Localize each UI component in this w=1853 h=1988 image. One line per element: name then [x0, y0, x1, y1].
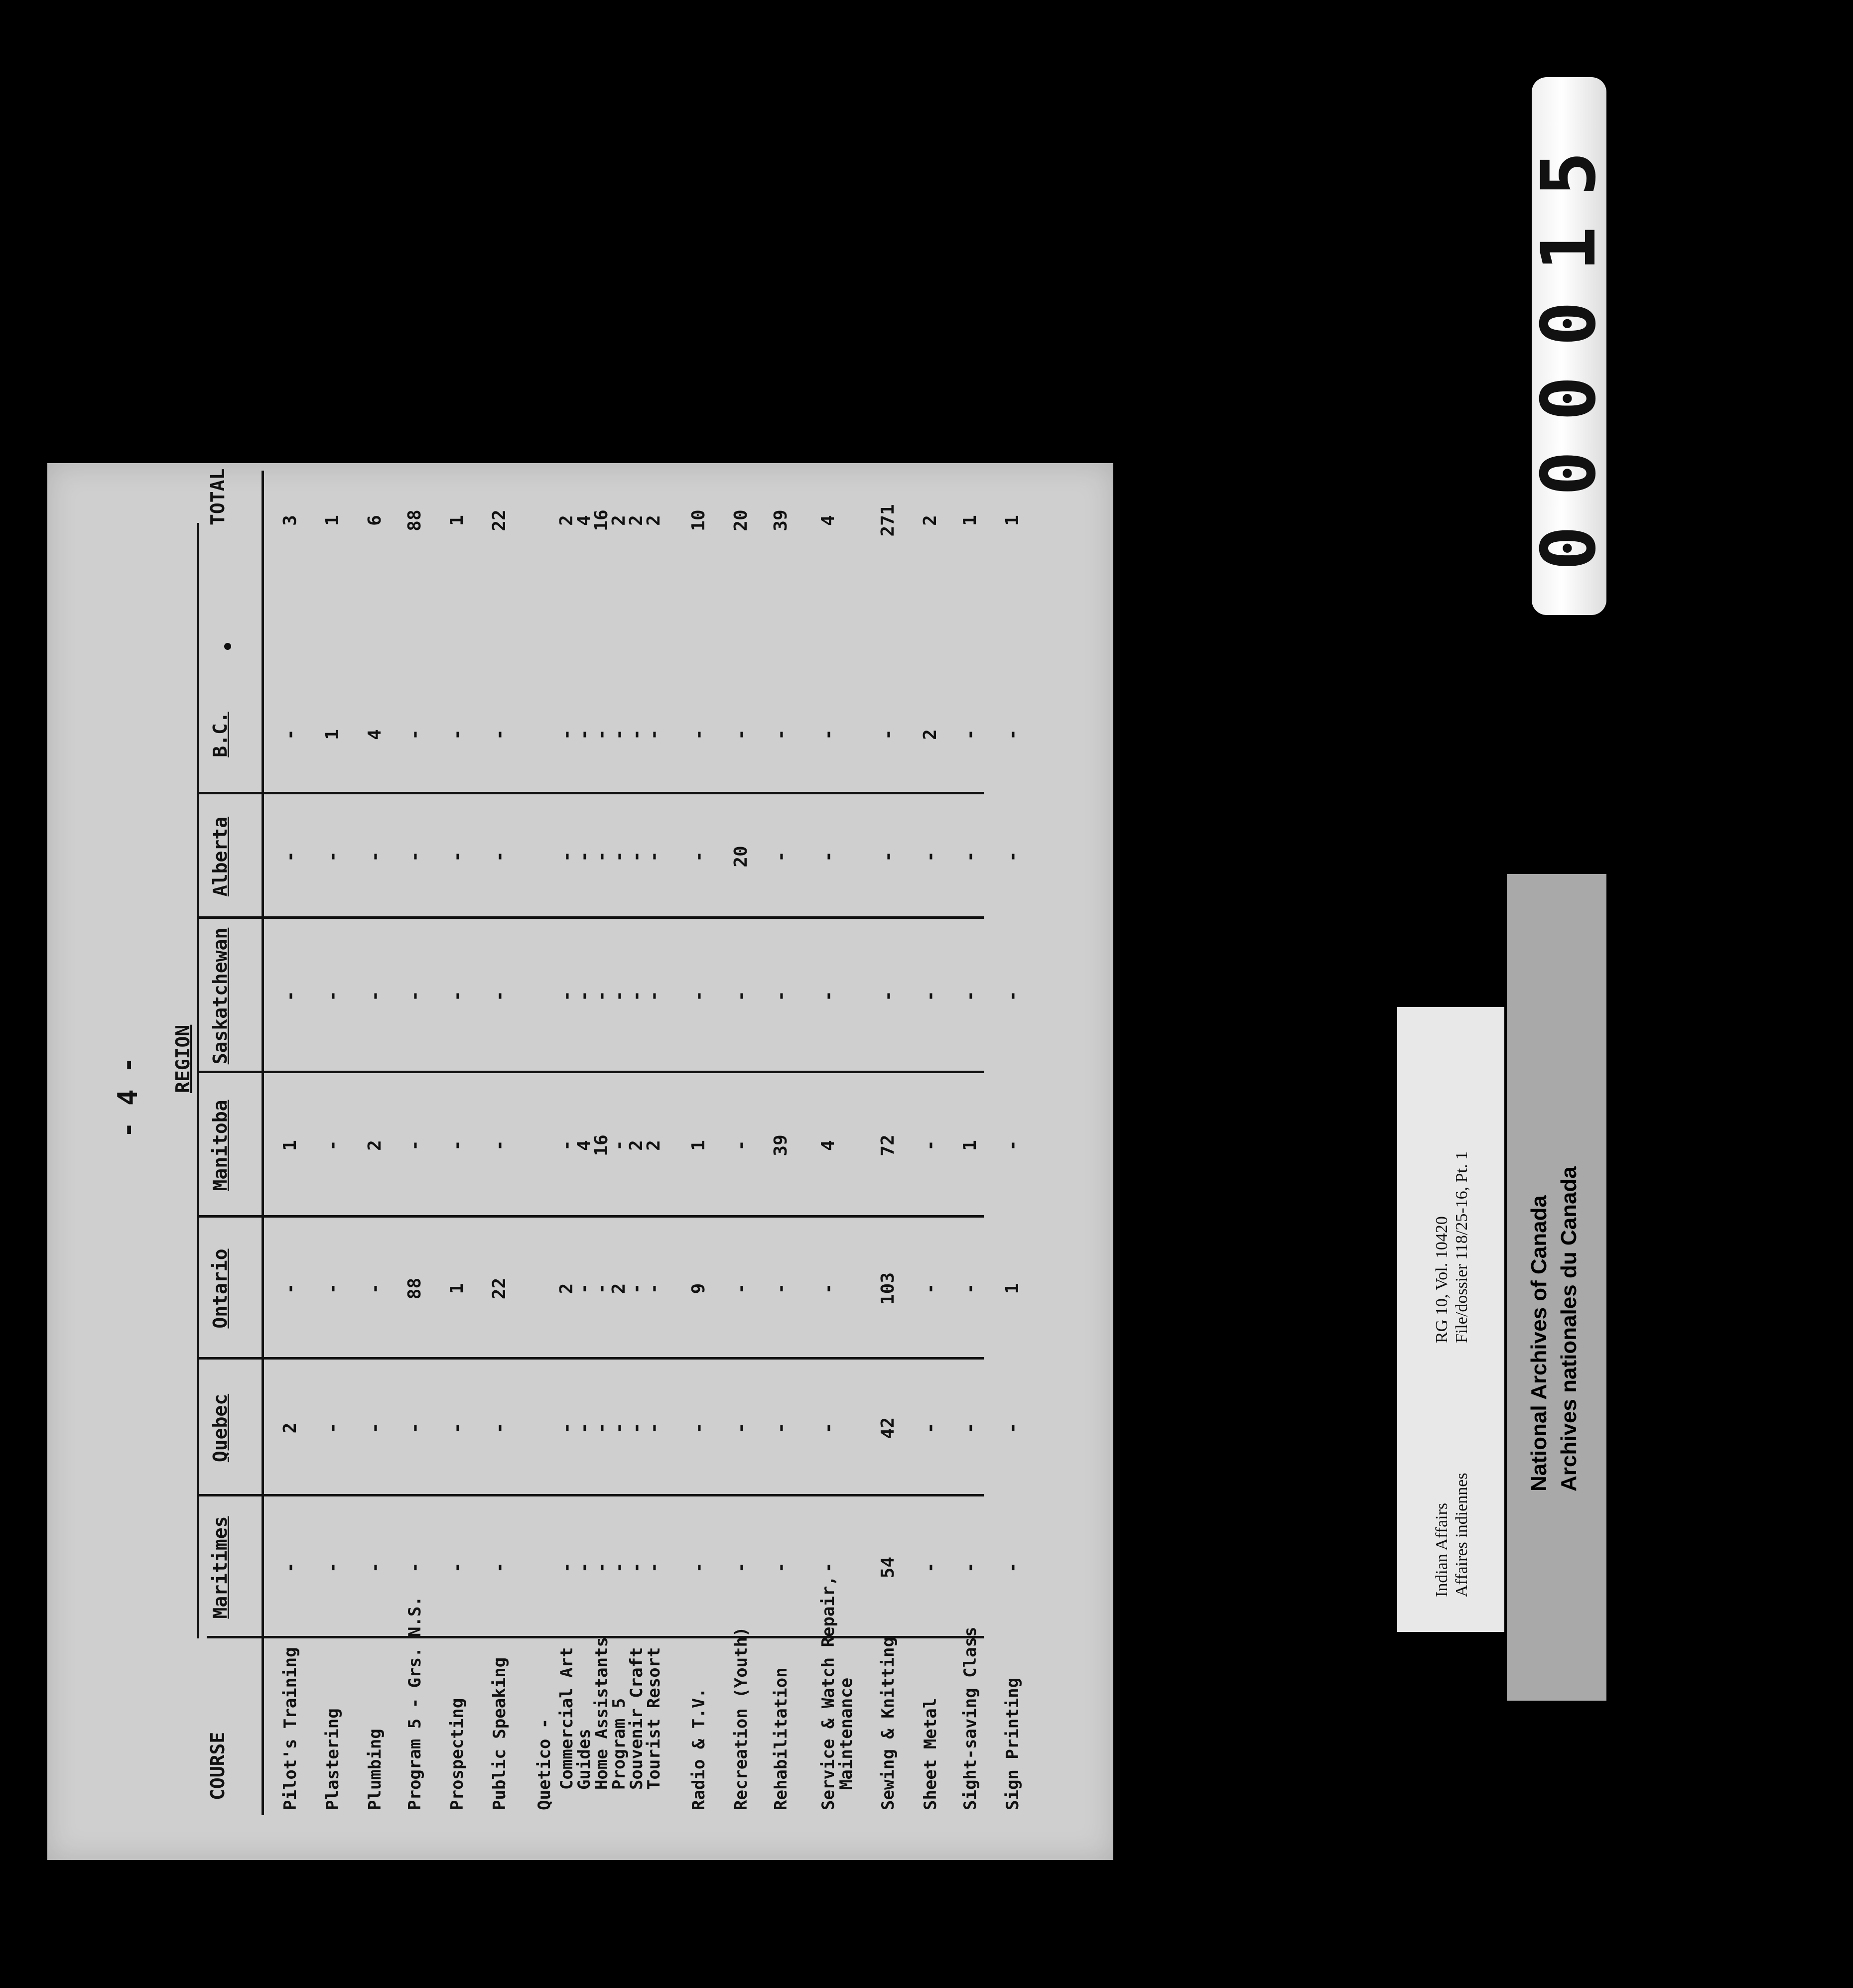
region-count: - — [489, 1140, 510, 1151]
region-count: - — [404, 729, 425, 740]
course-total: 10 — [688, 509, 709, 531]
course-name: Service & Watch Repair, Maintenance — [818, 1576, 856, 1810]
total-column-header: TOTAL — [207, 468, 229, 525]
region-count: - — [644, 1562, 664, 1573]
course-name: Tourist Resort — [644, 1647, 664, 1810]
course-name: Program 5 — [609, 1698, 629, 1810]
region-column-header: B.C. — [209, 712, 231, 757]
region-count: 1 — [688, 1140, 709, 1151]
region-count: - — [404, 851, 425, 862]
region-count: - — [404, 1140, 425, 1151]
region-count: 2 — [365, 1140, 385, 1151]
course-name: Home Assistants — [592, 1637, 612, 1810]
course-total: 2 — [920, 515, 940, 526]
region-count: - — [591, 1562, 612, 1573]
region-column-header: Maritimes — [209, 1516, 231, 1619]
course-total: 1 — [322, 515, 343, 526]
region-count: - — [644, 729, 664, 740]
course-name: Commercial Art — [557, 1647, 577, 1810]
region-count: - — [818, 729, 838, 740]
region-count: 2 — [644, 1140, 664, 1151]
course-name: Prospecting — [447, 1698, 467, 1810]
region-count: 42 — [878, 1417, 898, 1439]
page-number: - 4 - — [112, 1057, 143, 1138]
region-count: - — [731, 1283, 751, 1294]
region-count: - — [591, 1283, 612, 1294]
volume-ref: RG 10, Vol. 10420 — [1433, 1216, 1451, 1343]
column-divider — [197, 792, 984, 794]
region-count: - — [731, 1562, 751, 1573]
region-column-header: Quebec — [209, 1393, 231, 1463]
region-count: 20 — [731, 846, 751, 868]
region-count: - — [771, 991, 791, 1001]
region-count: - — [818, 1283, 838, 1294]
region-count: - — [920, 1283, 940, 1294]
department-fr: Affaires indiennes — [1453, 1473, 1471, 1597]
archive-name-fr: Archives nationales du Canada — [1557, 1166, 1581, 1491]
region-count: - — [878, 729, 898, 740]
region-count: - — [960, 729, 980, 740]
region-count: - — [447, 1140, 467, 1151]
region-count: - — [574, 1562, 594, 1573]
region-count: 88 — [404, 1277, 425, 1300]
region-count: - — [626, 991, 647, 1001]
region-count: - — [609, 729, 629, 740]
archive-name-en: National Archives of Canada — [1527, 1195, 1551, 1491]
frame-number: 000015 — [1526, 122, 1612, 571]
region-count: - — [365, 991, 385, 1001]
region-column-header: Ontario — [209, 1248, 231, 1329]
region-count: - — [556, 1422, 577, 1434]
region-count: 22 — [489, 1277, 510, 1300]
column-divider — [197, 1071, 984, 1073]
region-count: - — [489, 1562, 510, 1573]
region-count: - — [365, 1562, 385, 1573]
region-column-header: Alberta — [209, 816, 231, 897]
region-count: - — [574, 729, 594, 740]
region-count: - — [626, 1422, 647, 1434]
region-count: - — [688, 1422, 709, 1434]
course-name: Recreation (Youth) — [731, 1626, 751, 1810]
region-count: - — [404, 991, 425, 1001]
region-count: - — [322, 1422, 343, 1434]
region-count: - — [609, 1562, 629, 1573]
region-count: - — [322, 1562, 343, 1573]
archive-name-label — [1507, 874, 1606, 1701]
region-count: - — [818, 1562, 838, 1573]
region-count: - — [447, 991, 467, 1001]
column-divider — [197, 1357, 984, 1360]
region-count: - — [960, 851, 980, 862]
region-count: - — [280, 991, 300, 1001]
region-count: - — [280, 729, 300, 740]
region-count: - — [447, 729, 467, 740]
region-count: - — [322, 851, 343, 862]
region-count: - — [1002, 851, 1023, 862]
region-count: - — [731, 1422, 751, 1434]
region-count: - — [920, 1140, 940, 1151]
region-count: - — [280, 1562, 300, 1573]
region-count: - — [447, 851, 467, 862]
region-count: 2 — [920, 729, 940, 740]
region-count: - — [878, 851, 898, 862]
course-name: Sight-saving Class — [960, 1626, 980, 1810]
course-name: Sewing & Knitting — [878, 1637, 898, 1810]
course-total: 2 — [556, 515, 577, 526]
region-count: - — [731, 1140, 751, 1151]
region-count: - — [591, 729, 612, 740]
region-count: - — [609, 1422, 629, 1434]
course-name: Pilot's Training — [280, 1647, 300, 1810]
region-count: - — [626, 1283, 647, 1294]
course-name: Souvenir Craft — [627, 1647, 647, 1810]
region-count: - — [920, 991, 940, 1001]
region-count: - — [960, 1283, 980, 1294]
region-count: - — [818, 851, 838, 862]
region-count: - — [1002, 729, 1023, 740]
course-total: 16 — [591, 509, 612, 531]
region-count: - — [771, 1422, 791, 1434]
region-count: - — [322, 1140, 343, 1151]
region-count: - — [688, 991, 709, 1001]
archive-reference-label — [1397, 1007, 1504, 1632]
region-count: - — [365, 851, 385, 862]
region-count: - — [404, 1562, 425, 1573]
region-count: 72 — [878, 1134, 898, 1156]
region-count: - — [609, 1140, 629, 1151]
region-count: 39 — [771, 1134, 791, 1156]
course-name: Guides — [574, 1729, 594, 1810]
region-count: - — [556, 851, 577, 862]
region-count: - — [626, 851, 647, 862]
region-count: - — [574, 851, 594, 862]
region-count: - — [771, 1283, 791, 1294]
region-count: - — [1002, 991, 1023, 1001]
course-total: 2 — [626, 515, 647, 526]
region-count: - — [960, 1562, 980, 1573]
region-count: 1 — [280, 1140, 300, 1151]
region-count: 1 — [1002, 1283, 1023, 1294]
region-count: - — [556, 1140, 577, 1151]
column-divider — [197, 916, 984, 919]
course-total: 1 — [960, 515, 980, 526]
region-count: - — [280, 1283, 300, 1294]
table-top-rule — [197, 523, 199, 1638]
course-name: Sheet Metal — [921, 1698, 940, 1810]
course-total: 271 — [878, 504, 898, 537]
header-bottom-rule — [262, 471, 264, 1815]
region-count: 1 — [447, 1283, 467, 1294]
punch-hole — [224, 643, 231, 650]
rotated-table-sheet — [47, 463, 1113, 1860]
region-count: - — [771, 729, 791, 740]
region-count: - — [556, 991, 577, 1001]
region-count: - — [688, 729, 709, 740]
region-count: 16 — [591, 1134, 612, 1156]
region-count: - — [489, 991, 510, 1001]
region-count: - — [626, 1562, 647, 1573]
region-count: - — [365, 1283, 385, 1294]
course-name: Sign Printing — [1003, 1677, 1023, 1810]
region-count: 4 — [818, 1140, 838, 1151]
region-count: - — [920, 1562, 940, 1573]
region-count: - — [365, 1422, 385, 1434]
region-count: - — [574, 1422, 594, 1434]
region-count: - — [960, 991, 980, 1001]
region-count: - — [731, 729, 751, 740]
course-total: 1 — [447, 515, 467, 526]
region-count: - — [644, 1422, 664, 1434]
course-total: 6 — [365, 515, 385, 526]
region-count: - — [574, 991, 594, 1001]
region-count: - — [960, 1422, 980, 1434]
region-count: - — [322, 1283, 343, 1294]
region-count: - — [731, 991, 751, 1001]
region-count: - — [591, 991, 612, 1001]
course-name: Public Speaking — [490, 1657, 510, 1810]
department-en: Indian Affairs — [1433, 1502, 1451, 1597]
region-count: 103 — [878, 1272, 898, 1305]
course-column-header: COURSE — [207, 1732, 229, 1800]
course-total: 1 — [1002, 515, 1023, 526]
region-count: - — [591, 851, 612, 862]
course-total: 39 — [771, 509, 791, 531]
region-count: 2 — [609, 1283, 629, 1294]
column-divider — [197, 1494, 984, 1496]
file-ref: File/dossier 118/25-16, Pt. 1 — [1453, 1151, 1471, 1343]
region-count: - — [920, 1422, 940, 1434]
region-header: REGION — [172, 1024, 194, 1093]
region-count: - — [771, 851, 791, 862]
region-count: - — [688, 851, 709, 862]
region-count: - — [1002, 1562, 1023, 1573]
region-count: 4 — [574, 1140, 594, 1151]
region-count: - — [447, 1422, 467, 1434]
column-divider — [197, 1215, 984, 1218]
region-count: - — [818, 1422, 838, 1434]
region-count: - — [878, 991, 898, 1001]
region-count: - — [688, 1562, 709, 1573]
document-page — [47, 463, 1113, 1860]
course-total: 22 — [489, 509, 510, 531]
course-name: Program 5 - Grs. N.S. — [405, 1596, 425, 1810]
course-name: Rehabilitation — [771, 1667, 791, 1810]
course-total: 4 — [574, 515, 594, 526]
region-count: 4 — [365, 729, 385, 740]
course-total: 2 — [609, 515, 629, 526]
course-name: Quetico - — [534, 1718, 554, 1810]
region-count: 1 — [960, 1140, 980, 1151]
region-count: - — [626, 729, 647, 740]
region-count: - — [609, 991, 629, 1001]
region-count: - — [489, 729, 510, 740]
course-total: 4 — [818, 515, 838, 526]
region-count: - — [322, 991, 343, 1001]
region-count: 1 — [322, 729, 343, 740]
region-count: - — [771, 1562, 791, 1573]
region-count: - — [609, 851, 629, 862]
region-count: 2 — [556, 1283, 577, 1294]
region-count: - — [644, 851, 664, 862]
region-count: 2 — [280, 1422, 300, 1434]
region-count: - — [404, 1422, 425, 1434]
region-count: - — [556, 1562, 577, 1573]
course-total: 20 — [731, 509, 751, 531]
region-count: - — [574, 1283, 594, 1294]
region-count: - — [489, 1422, 510, 1434]
region-column-header: Saskatchewan — [209, 927, 231, 1065]
frame-number-stamp — [1526, 77, 1612, 615]
course-name: Plastering — [323, 1708, 343, 1810]
course-total: 88 — [404, 509, 425, 531]
region-count: - — [1002, 1140, 1023, 1151]
region-count: - — [447, 1562, 467, 1573]
course-name: Plumbing — [365, 1729, 385, 1810]
region-count: - — [1002, 1422, 1023, 1434]
region-column-header: Manitoba — [209, 1100, 231, 1191]
region-count: - — [556, 729, 577, 740]
region-count: - — [644, 991, 664, 1001]
course-total: 3 — [280, 515, 300, 526]
region-count: - — [591, 1422, 612, 1434]
region-count: 9 — [688, 1283, 709, 1294]
region-count: 54 — [878, 1556, 898, 1579]
course-name: Radio & T.V. — [689, 1688, 709, 1810]
region-count: - — [818, 991, 838, 1001]
region-count: - — [644, 1283, 664, 1294]
region-count: - — [280, 851, 300, 862]
course-total: 2 — [644, 515, 664, 526]
region-count: - — [920, 851, 940, 862]
region-count: - — [489, 851, 510, 862]
region-count: 2 — [626, 1140, 647, 1151]
